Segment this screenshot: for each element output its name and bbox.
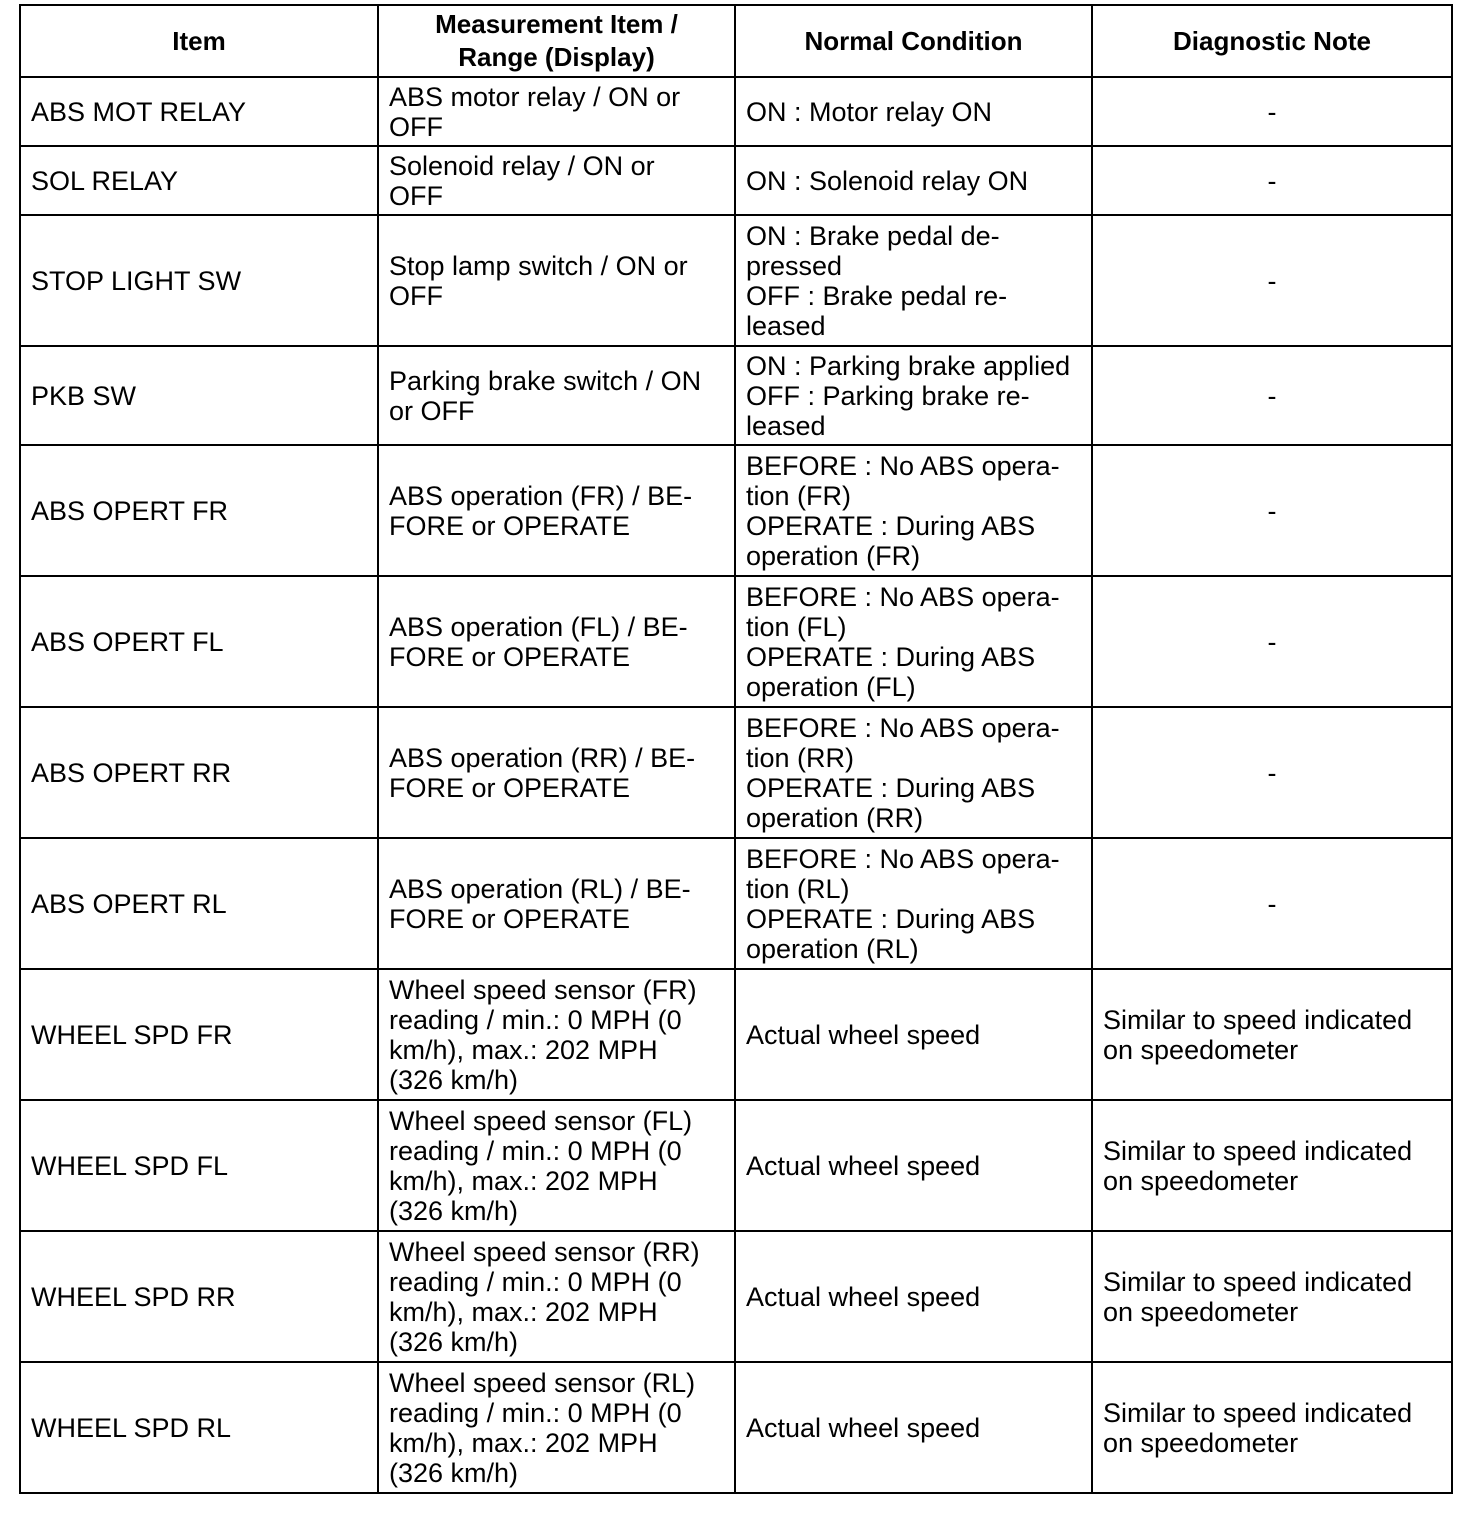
cell-diagnostic-note: Similar to speed indicated on speedometer <box>1092 969 1452 1100</box>
cell-normal-condition: BEFORE : No ABS opera- tion (FL) OPERATE : During ABS operation (FL) <box>735 576 1092 707</box>
table-row <box>20 346 1452 445</box>
table-row <box>20 838 1452 969</box>
cell-diagnostic-note: Similar to speed indicated on speedometer <box>1092 1362 1452 1493</box>
table-row <box>20 1231 1452 1362</box>
cell-measurement: Stop lamp switch / ON or OFF <box>378 215 735 346</box>
cell-item: WHEEL SPD RL <box>20 1362 378 1493</box>
cell-diagnostic-note: Similar to speed indicated on speedometer <box>1092 1100 1452 1231</box>
cell-item: ABS OPERT FL <box>20 576 378 707</box>
table-row <box>20 969 1452 1100</box>
cell-diagnostic-note: Similar to speed indicated on speedometer <box>1092 1231 1452 1362</box>
table-row <box>20 576 1452 707</box>
table-header-row <box>20 5 1452 77</box>
cell-measurement: ABS operation (FR) / BE- FORE or OPERATE <box>378 445 735 576</box>
table-row <box>20 707 1452 838</box>
cell-item: WHEEL SPD RR <box>20 1231 378 1362</box>
table-row <box>20 445 1452 576</box>
cell-measurement: Solenoid relay / ON or OFF <box>378 146 735 215</box>
table-row <box>20 1362 1452 1493</box>
cell-item: ABS OPERT RR <box>20 707 378 838</box>
cell-diagnostic-note: - <box>1092 346 1452 445</box>
cell-measurement: Wheel speed sensor (RR) reading / min.: 0 MPH (0 km/h), max.: 202 MPH (326 km/h) <box>378 1231 735 1362</box>
data-monitor-table <box>19 4 1453 1494</box>
cell-item: ABS OPERT RL <box>20 838 378 969</box>
table-row <box>20 146 1452 215</box>
cell-measurement: Wheel speed sensor (RL) reading / min.: 0 MPH (0 km/h), max.: 202 MPH (326 km/h) <box>378 1362 735 1493</box>
cell-diagnostic-note: - <box>1092 576 1452 707</box>
cell-normal-condition: ON : Motor relay ON <box>735 77 1092 146</box>
cell-measurement: ABS motor relay / ON or OFF <box>378 77 735 146</box>
cell-item: ABS OPERT FR <box>20 445 378 576</box>
table-row <box>20 77 1452 146</box>
cell-measurement: Parking brake switch / ON or OFF <box>378 346 735 445</box>
cell-normal-condition: Actual wheel speed <box>735 1362 1092 1493</box>
cell-normal-condition: ON : Parking brake applied OFF : Parking brake re- leased <box>735 346 1092 445</box>
cell-item: SOL RELAY <box>20 146 378 215</box>
cell-normal-condition: BEFORE : No ABS opera- tion (FR) OPERATE : During ABS operation (FR) <box>735 445 1092 576</box>
header-diagnostic-note: Diagnostic Note <box>1092 5 1452 77</box>
cell-diagnostic-note: - <box>1092 707 1452 838</box>
cell-normal-condition: Actual wheel speed <box>735 1231 1092 1362</box>
cell-item: STOP LIGHT SW <box>20 215 378 346</box>
cell-measurement: ABS operation (RL) / BE- FORE or OPERATE <box>378 838 735 969</box>
cell-diagnostic-note: - <box>1092 215 1452 346</box>
header-normal-condition: Normal Condition <box>735 5 1092 77</box>
cell-measurement: Wheel speed sensor (FL) reading / min.: 0 MPH (0 km/h), max.: 202 MPH (326 km/h) <box>378 1100 735 1231</box>
cell-normal-condition: ON : Solenoid relay ON <box>735 146 1092 215</box>
cell-measurement: ABS operation (RR) / BE- FORE or OPERATE <box>378 707 735 838</box>
cell-normal-condition: Actual wheel speed <box>735 1100 1092 1231</box>
cell-normal-condition: BEFORE : No ABS opera- tion (RR) OPERATE : During ABS operation (RR) <box>735 707 1092 838</box>
cell-normal-condition: ON : Brake pedal de- pressed OFF : Brake pedal re- leased <box>735 215 1092 346</box>
table-row <box>20 215 1452 346</box>
cell-item: ABS MOT RELAY <box>20 77 378 146</box>
cell-item: WHEEL SPD FR <box>20 969 378 1100</box>
cell-diagnostic-note: - <box>1092 146 1452 215</box>
header-item: Item <box>20 5 378 77</box>
cell-diagnostic-note: - <box>1092 838 1452 969</box>
cell-normal-condition: Actual wheel speed <box>735 969 1092 1100</box>
cell-diagnostic-note: - <box>1092 77 1452 146</box>
cell-diagnostic-note: - <box>1092 445 1452 576</box>
cell-measurement: Wheel speed sensor (FR) reading / min.: 0 MPH (0 km/h), max.: 202 MPH (326 km/h) <box>378 969 735 1100</box>
cell-normal-condition: BEFORE : No ABS opera- tion (RL) OPERATE : During ABS operation (RL) <box>735 838 1092 969</box>
table-row <box>20 1100 1452 1231</box>
cell-measurement: ABS operation (FL) / BE- FORE or OPERATE <box>378 576 735 707</box>
header-measurement: Measurement Item / Range (Display) <box>378 5 735 77</box>
cell-item: WHEEL SPD FL <box>20 1100 378 1231</box>
cell-item: PKB SW <box>20 346 378 445</box>
